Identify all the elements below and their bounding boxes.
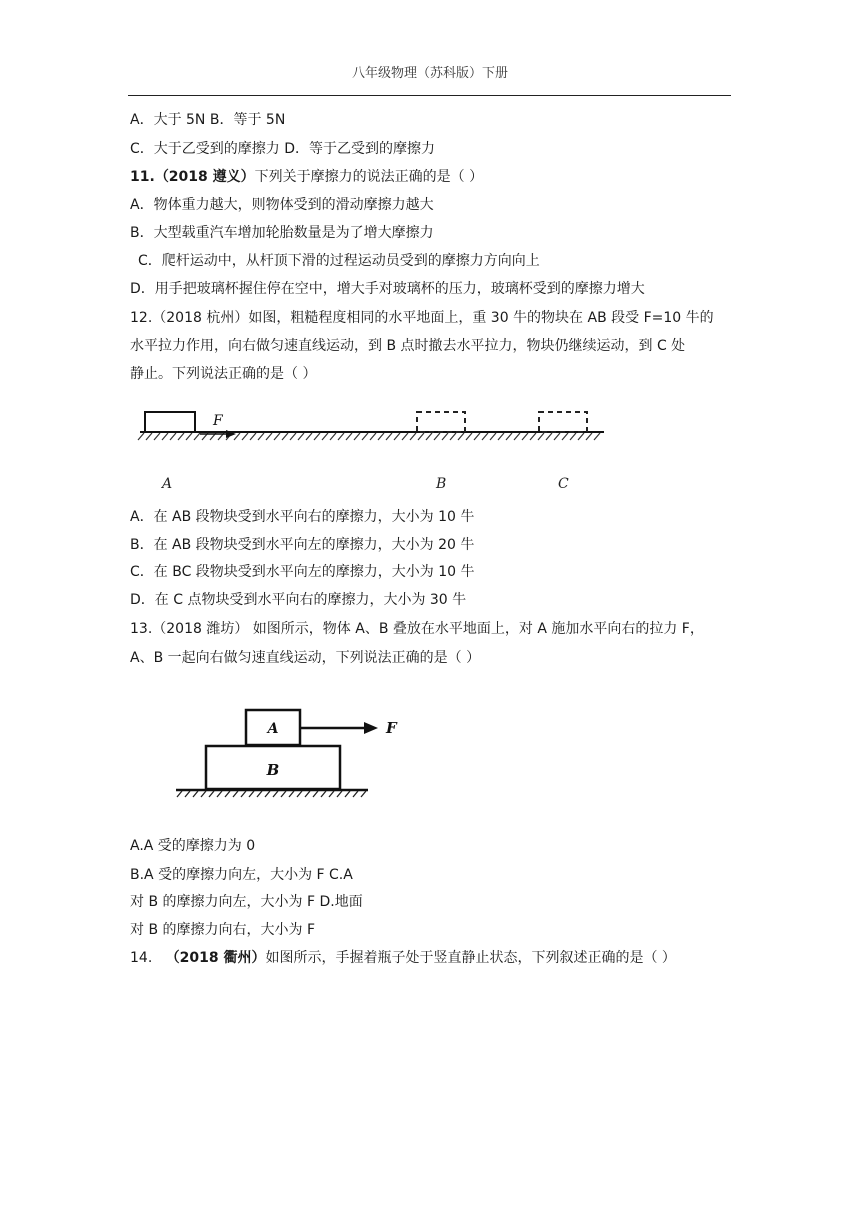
q11-stem <box>130 167 483 187</box>
q12-force-label: F <box>213 413 223 429</box>
q12-stem-line-2: 水平拉力作用，向右做匀速直线运动，到 B 点时撤去水平拉力，物块仍继续运动，到 C 处 <box>130 338 686 354</box>
block-at-a <box>145 412 195 432</box>
q13-force-label: F <box>386 719 397 737</box>
q13-ground-hatching <box>177 791 366 797</box>
q11-option-d: D．用手把玻璃杯握住停在空中，增大手对玻璃杯的压力，玻璃杯受到的摩擦力增大 <box>130 281 645 297</box>
q14-number: 14. <box>130 950 153 966</box>
q13-option-d: 对 B 的摩擦力向右，大小为 F <box>130 922 316 938</box>
point-label-a: A <box>162 476 173 492</box>
q13-option-b: B.A 受的摩擦力向左，大小为 F C.A <box>130 867 353 883</box>
q14-source: （2018 衢州） <box>165 950 266 966</box>
q10-option-cd: C．大于乙受到的摩擦力 D．等于乙受到的摩擦力 <box>130 141 436 157</box>
q12-option-d: D．在 C 点物块受到水平向右的摩擦力，大小为 30 牛 <box>130 592 467 608</box>
block-b-label: B <box>266 761 280 779</box>
point-label-c: C <box>558 476 569 492</box>
q11-option-c: C．爬杆运动中，从杆顶下滑的过程运动员受到的摩擦力方向向上 <box>138 253 540 269</box>
page-header: 八年级物理（苏科版）下册 <box>351 66 508 81</box>
q10-option-ab: A．大于 5N B．等于 5N <box>130 112 286 128</box>
q13-figure <box>172 700 412 804</box>
q11-stem-text: 下列关于摩擦力的说法正确的是（ ） <box>254 169 484 185</box>
q12-option-a: A．在 AB 段物块受到水平向右的摩擦力，大小为 10 牛 <box>130 509 475 525</box>
q12-option-b: B．在 AB 段物块受到水平向左的摩擦力，大小为 20 牛 <box>130 537 475 553</box>
point-label-b: B <box>436 476 447 492</box>
q12-stem-line-3: 静止。下列说法正确的是（ ） <box>130 366 317 382</box>
q11-number: 11. <box>130 169 155 185</box>
q13-option-a: A.A 受的摩擦力为 0 <box>130 838 256 854</box>
q11-option-b: B．大型载重汽车增加轮胎数量是为了增大摩擦力 <box>130 225 434 241</box>
block-a-label: A <box>267 721 279 737</box>
dashed-block-at-c <box>539 412 587 432</box>
q13-stem-line-1: 13.（2018 潍坊） 如图所示，物体 A、B 叠放在水平地面上，对 A 施加水平向右的拉力 F， <box>130 621 704 637</box>
dashed-block-at-b <box>417 412 465 432</box>
q14-stem-text: 如图所示，手握着瓶子处于竖直静止状态，下列叙述正确的是（ ） <box>265 950 676 966</box>
q11-source: （2018 遵义） <box>154 169 255 185</box>
q11-option-a: A．物体重力越大，则物体受到的滑动摩擦力越大 <box>130 197 434 213</box>
header-rule <box>128 95 731 96</box>
q12-option-c: C．在 BC 段物块受到水平向左的摩擦力，大小为 10 牛 <box>130 564 475 580</box>
q12-stem-line-1: 12.（2018 杭州）如图，粗糙程度相同的水平地面上，重 30 牛的物块在 AB 段受 F=10 牛的 <box>130 310 714 326</box>
q12-figure <box>136 402 608 494</box>
q13-option-c: 对 B 的摩擦力向左，大小为 F D.地面 <box>130 894 363 910</box>
q14-stem <box>130 948 676 968</box>
q13-stem-line-2: A、B 一起向右做匀速直线运动，下列说法正确的是（ ） <box>130 650 481 666</box>
